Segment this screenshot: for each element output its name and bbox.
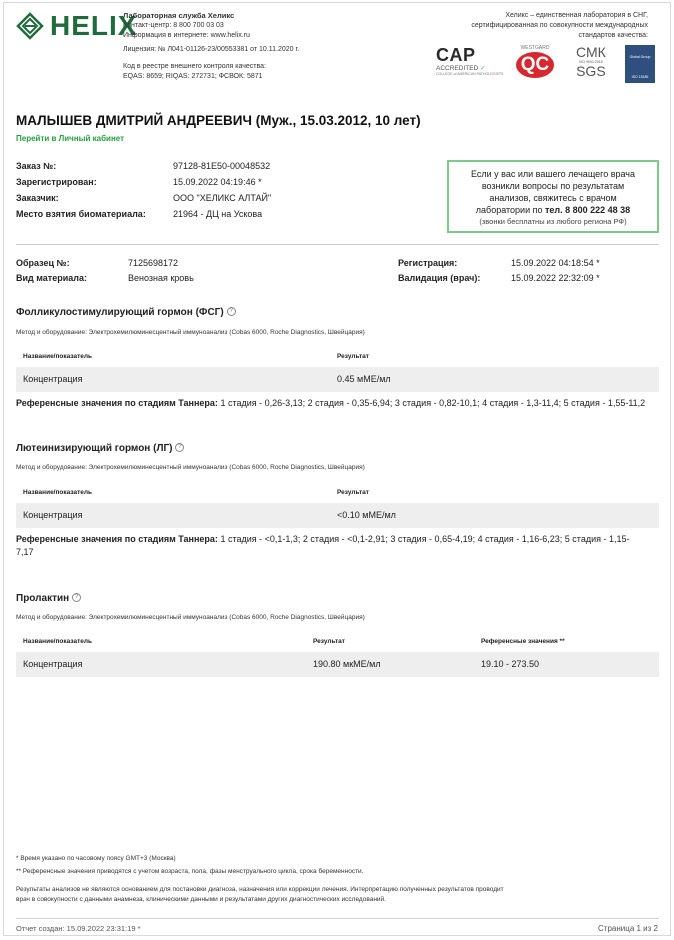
iso15189-text: ISO 15189 — [631, 75, 649, 79]
reference-values — [16, 397, 646, 410]
help-icon[interactable]: ? — [72, 593, 81, 602]
personal-cabinet-link[interactable]: Перейти в Личный кабинет — [16, 134, 125, 143]
helix-logo-icon — [16, 12, 44, 40]
table-row — [16, 503, 659, 528]
cert-note-line: сертифицированная по совокупности международных — [471, 22, 648, 29]
registration-value: 15.09.2022 04:18:54 * — [511, 258, 600, 268]
customer-label: Заказчик: — [16, 193, 59, 203]
col-name-header: Название/показатель — [23, 489, 93, 496]
reference-label: Референсные значения по стадиям Таннера: — [16, 534, 218, 544]
cap-sub-text: COLLEGE of AMERICAN PATHOLOGISTS — [436, 72, 504, 76]
sgs-logo — [576, 44, 606, 79]
doctor-contact-box — [447, 160, 659, 233]
collection-site-value: 21964 - ДЦ на Ускова — [173, 209, 263, 219]
certification-note — [448, 11, 648, 41]
report-created: Отчет создан: 15.09.2022 23:31:19 * — [16, 924, 141, 933]
contact-line: анализов, свяжитесь с врачом — [489, 193, 617, 203]
footnote-reference: ** Референсные значения приводятся с учетом возраста, пола, фазы менструального цикла, срока беременности. — [16, 868, 364, 875]
col-name-header: Название/показатель — [23, 638, 93, 645]
test-title-text: Пролактин — [16, 593, 70, 604]
reference-values — [16, 533, 646, 559]
registration-label: Регистрация: — [398, 258, 458, 268]
footnote-time: * Время указано по часовому поясу GMT+3 (Москва) — [16, 855, 176, 862]
certification-logos — [436, 45, 658, 85]
westgard-text: WESTGARD — [520, 45, 550, 51]
qc-text: QC — [516, 52, 554, 78]
help-icon[interactable]: ? — [175, 443, 184, 452]
registered-value: 15.09.2022 04:19:46 * — [173, 177, 262, 187]
test-title-lh — [16, 443, 184, 454]
contact-line: Если у вас или вашего лечащего врача — [470, 169, 636, 179]
registry-info — [123, 62, 266, 82]
cert-note-line: Хеликс – единственная лаборатория в СНГ, — [505, 12, 648, 19]
contact-free-note: (звонки бесплатны из любого региона РФ) — [479, 217, 627, 226]
sample-label: Образец №: — [16, 258, 70, 268]
iso15189-logo — [625, 45, 655, 83]
license: Лицензия: № Л041-01126-23/00553381 от 10.11.2020 г. — [123, 46, 300, 53]
row-reference: 19.10 - 273.50 — [481, 659, 540, 669]
table-row — [16, 367, 659, 392]
registry-codes: EQAS: 8659; RIQAS: 272731; ФСВОК: 5871 — [123, 73, 263, 80]
reference-text: 1 стадия - 0,26-3,13; 2 стадия - 0,35-6,94; 3 стадия - 0,82-10,1; 4 стадия - 1,3-11,4; 5 стадия - 1,55-11,2 — [220, 398, 646, 408]
test-method: Метод и оборудование: Электрохемилюминесцентный иммуноанализ (Cobas 6000, Roche Diagnostics, Швейцария) — [16, 464, 365, 471]
row-result: 190.80 мкМЕ/мл — [313, 659, 381, 669]
contact-center: Контакт-центр: 8 800 700 03 03 — [123, 22, 224, 29]
test-title-text: Фолликулостимулирующий гормон (ФСГ) — [16, 307, 224, 318]
disclaimer — [16, 885, 504, 905]
lab-info — [123, 11, 250, 41]
contact-line: возникли вопросы по результатам — [481, 181, 625, 191]
order-number-value: 97128-81E50-00048532 — [173, 161, 271, 171]
cert-note-line: стандартов качества: — [578, 32, 648, 39]
contact-phone-prefix: лаборатории по — [475, 205, 545, 215]
validation-label: Валидация (врач): — [398, 273, 481, 283]
reference-label: Референсные значения по стадиям Таннера: — [16, 398, 218, 408]
reference-text: 1 стадия - <0,1-1,3; 2 стадия - <0,1-2,91; 3 стадия - 0,65-4,19; 4 стадия - 1,16-6,23; 5 стадия - 1,15-7,17 — [16, 534, 630, 557]
help-icon[interactable]: ? — [227, 307, 236, 316]
material-label: Вид материала: — [16, 273, 87, 283]
contact-phone[interactable]: тел. 8 800 222 48 38 — [545, 205, 631, 215]
cap-text: CAP — [436, 45, 476, 65]
disclaimer-line: врач в совокупности с данными анамнеза, клиническими данными и результатами других диагностических исследований. — [16, 896, 386, 903]
col-result-header: Результат — [313, 638, 345, 645]
row-name: Концентрация — [23, 659, 83, 669]
page-number: Страница 1 из 2 — [598, 924, 658, 933]
test-title-text: Лютеинизирующий гормон (ЛГ) — [16, 443, 173, 454]
test-title-fsh — [16, 307, 236, 318]
disclaimer-line: Результаты анализов не являются основанием для постановки диагноза, назначения или коррекции лечения. Интерпретацию полученных результатов проводит — [16, 886, 504, 893]
table-row — [16, 652, 659, 677]
website: Информация в интернете: www.helix.ru — [123, 32, 250, 39]
global-group-text: Global Group — [629, 55, 651, 59]
col-name-header: Название/показатель — [23, 353, 93, 360]
col-result-header: Результат — [337, 353, 369, 360]
order-number-label: Заказ №: — [16, 161, 57, 171]
material-value: Венозная кровь — [128, 273, 194, 283]
sample-value: 7125698172 — [128, 258, 179, 268]
validation-value: 15.09.2022 22:32:09 * — [511, 273, 600, 283]
registry-title: Код в реестре внешнего контроля качества: — [123, 63, 266, 70]
patient-title: МАЛЫШЕВ ДМИТРИЙ АНДРЕЕВИЧ (Муж., 15.03.2012, 10 лет) — [16, 113, 421, 128]
registered-label: Зарегистрирован: — [16, 177, 97, 187]
row-result: <0.10 мМЕ/мл — [337, 510, 396, 520]
footer-divider — [16, 918, 659, 919]
customer-value: ООО "ХЕЛИКС АЛТАЙ" — [173, 193, 272, 203]
row-name: Концентрация — [23, 374, 83, 384]
smk-text: СМК — [576, 44, 606, 60]
row-name: Концентрация — [23, 510, 83, 520]
test-method: Метод и оборудование: Электрохемилюминесцентный иммуноанализ (Cobas 6000, Roche Diagnostics, Швейцария) — [16, 614, 365, 621]
logo-text: HELIX — [50, 10, 138, 41]
col-reference-header: Референсные значения ** — [481, 638, 565, 645]
sgs-text: SGS — [576, 63, 606, 79]
test-method: Метод и оборудование: Электрохемилюминесцентный иммуноанализ (Cobas 6000, Roche Diagnostics, Швейцария) — [16, 329, 365, 336]
westgard-qc-logo — [516, 45, 554, 78]
iso9001-text: ISO 9001:2015 — [579, 60, 603, 64]
divider — [16, 244, 659, 245]
helix-logo — [16, 10, 137, 42]
collection-site-label: Место взятия биоматериала: — [16, 209, 146, 219]
cap-accredited-logo — [436, 45, 503, 76]
col-result-header: Результат — [337, 489, 369, 496]
cap-accredited-text: ACCREDITED ✓ — [436, 65, 486, 72]
row-result: 0.45 мМЕ/мл — [337, 374, 391, 384]
contact-phone-line — [449, 204, 657, 216]
test-title-prolactin — [16, 593, 81, 604]
lab-name: Лабораторная служба Хеликс — [123, 11, 235, 20]
